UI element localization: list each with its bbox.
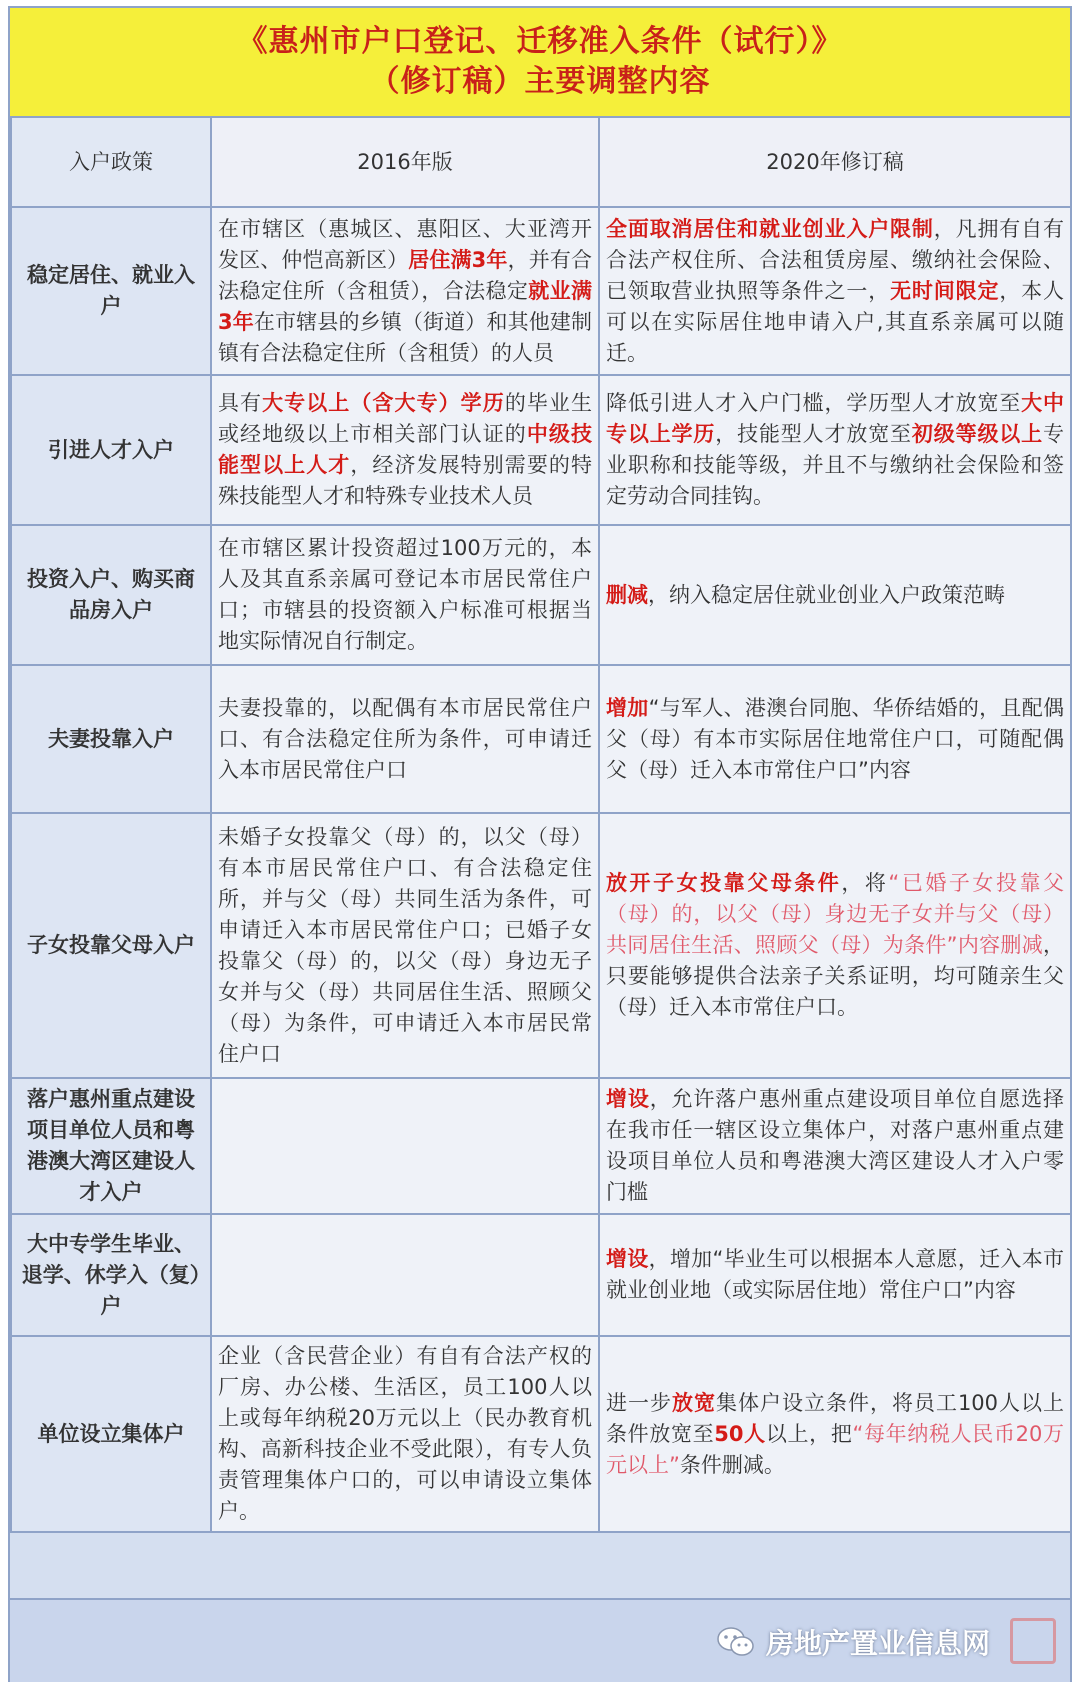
policy-category: 引进人才入户 xyxy=(11,375,211,525)
cell-text: 专业职称和技能等级，并且不与缴纳社会保险和签定劳动合同挂钩。 xyxy=(606,422,1065,508)
header-row xyxy=(11,117,1071,207)
cell-text: 在市辖区累计投资超过100万元的，本人及其直系亲属可登记本市居民常住户口；市辖县的投资额入户标准可根据当地实际情况自行制定。 xyxy=(218,536,592,653)
cell-text: ，将 xyxy=(841,871,889,895)
cell-text: 具有 xyxy=(218,391,263,415)
policy-comparison-table xyxy=(10,116,1072,1533)
table-row xyxy=(11,665,1071,813)
cell-text: ，技能型人才放宽至 xyxy=(715,422,912,446)
cell-text: 降低引进人才入户门槛，学历型人才放宽至 xyxy=(606,391,1022,415)
title-banner xyxy=(10,8,1070,118)
cell-text: “与军人、港澳台同胞、华侨结婚的，且配偶父（母）有本市实际居住地常住户口，可随配偶父（母）迁入本市常住户口”内容 xyxy=(606,695,1064,782)
policy-2020-cell xyxy=(599,375,1071,525)
policy-2016-cell xyxy=(211,375,599,525)
highlighted-text: 无时间限定 xyxy=(890,278,1000,303)
policy-category: 单位设立集体户 xyxy=(11,1336,211,1532)
policy-2020-cell xyxy=(599,813,1071,1078)
stamp-mark xyxy=(1010,1618,1056,1664)
highlighted-text: 删减 xyxy=(606,582,648,607)
header-2020: 2020年修订稿 xyxy=(599,117,1071,207)
cell-text: 的毕业生或经地级以上市相关部门认证的 xyxy=(218,391,592,446)
header-2016: 2016年版 xyxy=(211,117,599,207)
cell-text: 在市辖区（惠城区、惠阳区、大亚湾开发区、仲恺高新区） xyxy=(218,216,592,272)
policy-document xyxy=(8,6,1072,1682)
cell-text: 条件删减。 xyxy=(679,1452,785,1477)
policy-category: 大中专学生毕业、退学、休学入（复）户 xyxy=(11,1214,211,1336)
highlighted-text: 增设 xyxy=(606,1247,649,1271)
cell-text: ，凡拥有自有合法产权住所、合法租赁房屋、缴纳社会保险、已领取营业执照等条件之一， xyxy=(606,216,1064,303)
cell-text: 企业（含民营企业）有自有合法产权的厂房、办公楼、生活区，员工100人以上或每年纳税20万元以上（民办教育机构、高新科技企业不受此限），有专人负责管理集体户口的，可以申请设立集体户。 xyxy=(218,1344,592,1523)
cell-text: 夫妻投靠的，以配偶有本市居民常住户口、有合法稳定住所为条件，可申请迁入本市居民常住户口 xyxy=(218,695,592,782)
policy-2016-cell xyxy=(211,207,599,375)
table-row xyxy=(11,813,1071,1078)
table-row xyxy=(11,207,1071,375)
policy-category: 子女投靠父母入户 xyxy=(11,813,211,1078)
table-row xyxy=(11,375,1071,525)
title-line-1: 《惠州市户口登记、迁移准入条件（试行）》 xyxy=(237,24,843,59)
policy-2020-cell xyxy=(599,207,1071,375)
policy-2016-cell xyxy=(211,525,599,665)
policy-2020-cell xyxy=(599,1214,1071,1336)
highlighted-text: “每年纳税人民币20万元以上” xyxy=(606,1421,1065,1477)
table-row xyxy=(11,1336,1071,1532)
cell-text: 集体户设立条件，将员工100人以上条件放宽至 xyxy=(606,1390,1065,1446)
policy-category: 投资入户、购买商品房入户 xyxy=(11,525,211,665)
highlighted-text: 50人 xyxy=(714,1421,766,1446)
cell-text: 进一步 xyxy=(606,1390,672,1415)
cell-text: ，纳入稳定居住就业创业入户政策范畴 xyxy=(648,582,1005,607)
policy-2016-cell xyxy=(211,1078,599,1214)
highlighted-text: 增加 xyxy=(606,695,649,720)
highlighted-text: 大中专以上学历 xyxy=(606,391,1065,446)
cell-text: ，本人可以在实际居住地申请入户,其直系亲属可以随迁。 xyxy=(606,278,1065,365)
highlighted-text: 初级等级以上 xyxy=(911,422,1044,446)
cell-text: ，只要能够提供合法亲子关系证明，均可随亲生父（母）迁入本市常住户口。 xyxy=(606,933,1064,1019)
cell-text: ，允许落户惠州重点建设项目单位自愿选择在我市任一辖区设立集体户，对落户惠州重点建设项目单位人员和粤港澳大湾区建设人才入户零门槛 xyxy=(606,1087,1065,1204)
policy-category: 落户惠州重点建设项目单位人员和粤港澳大湾区建设人才入户 xyxy=(11,1078,211,1214)
header-policy: 入户政策 xyxy=(11,117,211,207)
cell-text: ，增加“毕业生可以根据本人意愿，迁入本市就业创业地（或实际居住地）常住户口”内容 xyxy=(606,1247,1064,1302)
table-row xyxy=(11,525,1071,665)
cell-text: 未婚子女投靠父（母）的，以父（母）有本市居民常住户口、有合法稳定住所，并与父（母）共同生活为条件，可申请迁入本市居民常住户口；已婚子女投靠父（母）的，以父（母）身边无子女并与父（母）共同居住生活、照顾父（母）为条件，可申请迁入本市居民常住户口 xyxy=(218,824,592,1066)
highlighted-text: 居住满3年 xyxy=(408,247,508,272)
watermark-text: 房地产置业信息网 xyxy=(765,1627,990,1660)
table-row xyxy=(11,1214,1071,1336)
policy-category: 夫妻投靠入户 xyxy=(11,665,211,813)
policy-2020-cell xyxy=(599,665,1071,813)
policy-2016-cell xyxy=(211,1214,599,1336)
watermark xyxy=(716,1622,990,1662)
policy-2020-cell xyxy=(599,1078,1071,1214)
cell-text: 以上，把 xyxy=(765,1421,853,1446)
highlighted-text: 大专以上（含大专）学历 xyxy=(262,391,505,415)
cell-text: 在市辖县的乡镇（街道）和其他建制镇有合法稳定住所（含租赁）的人员 xyxy=(218,309,593,365)
highlighted-text: 放开子女投靠父母条件 xyxy=(606,871,842,895)
policy-2020-cell xyxy=(599,1336,1071,1532)
policy-2020-cell xyxy=(599,525,1071,665)
highlighted-text: “已婚子女投靠父（母）的，以父（母）身边无子女并与父（母）共同居住生活、照顾父（母）为条件”内容删减 xyxy=(606,871,1065,957)
highlighted-text: 中级技能型以上人才 xyxy=(218,422,592,477)
policy-2016-cell xyxy=(211,1336,599,1532)
wechat-icon xyxy=(716,1625,756,1659)
cell-text: ，并有合法稳定住所（含租赁），合法稳定 xyxy=(218,247,592,303)
highlighted-text: 增设 xyxy=(606,1087,650,1111)
highlighted-text: 全面取消居住和就业创业入户限制 xyxy=(606,216,934,241)
policy-2016-cell xyxy=(211,665,599,813)
table-row xyxy=(11,1078,1071,1214)
footer-bar xyxy=(10,1598,1070,1682)
highlighted-text: 放宽 xyxy=(672,1390,716,1415)
highlighted-text: 就业满3年 xyxy=(218,278,592,334)
cell-text: ，经济发展特别需要的特殊技能型人才和特殊专业技术人员 xyxy=(218,453,592,508)
title-line-2: （修订稿）主要调整内容 xyxy=(369,64,711,99)
policy-category: 稳定居住、就业入户 xyxy=(11,207,211,375)
policy-2016-cell xyxy=(211,813,599,1078)
